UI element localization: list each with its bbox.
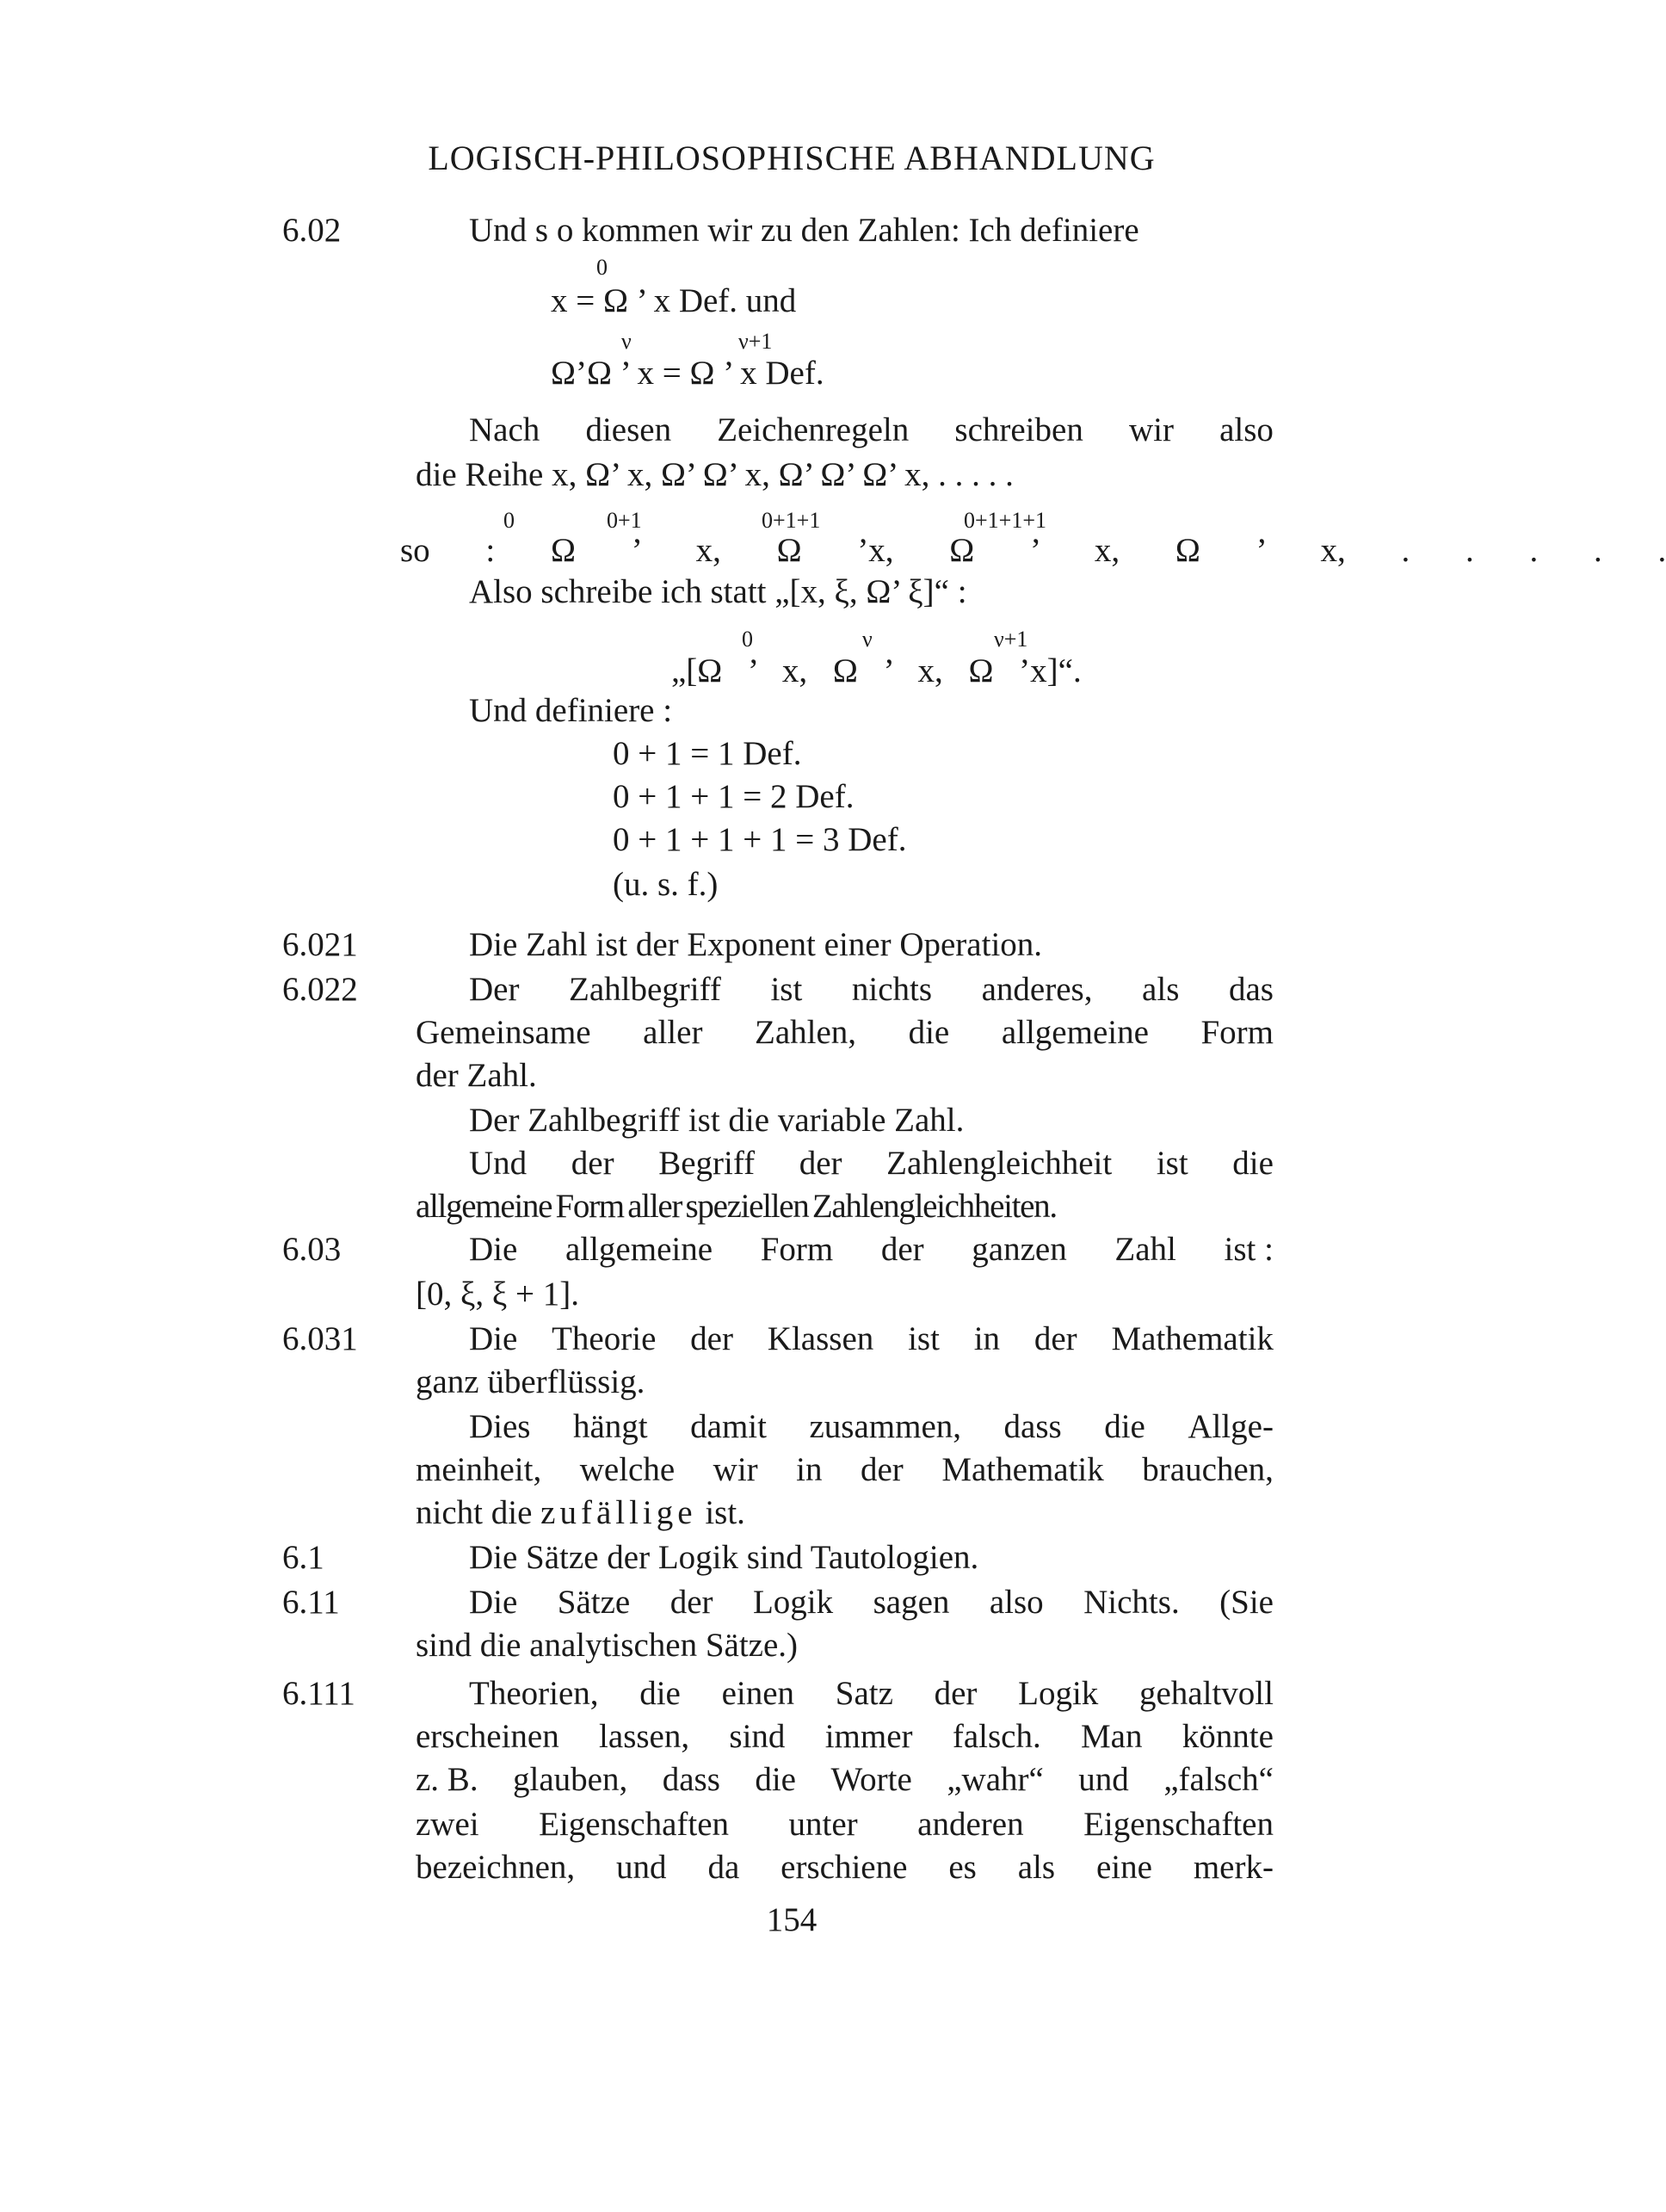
word: meinheit, [416, 1451, 542, 1488]
definition-line: 0 + 1 + 1 = 2 Def. [613, 778, 855, 815]
word: Sätze [557, 1584, 631, 1621]
word: Die [469, 1320, 518, 1357]
word: dass [1003, 1408, 1062, 1445]
word: „falsch“ [1163, 1761, 1274, 1798]
word: als [1017, 1849, 1056, 1886]
def1-superscript: 0 [596, 255, 608, 280]
word: in [973, 1320, 1001, 1357]
paragraph-line [416, 1763, 1274, 1796]
also-line: Also schreibe ich statt „[x, ξ, Ω’ ξ]“ : [469, 573, 967, 610]
word: die [755, 1761, 796, 1798]
word: Zahlen, [755, 1014, 857, 1051]
paragraph-line [469, 413, 1274, 447]
word: Form [1200, 1014, 1274, 1051]
so-series-line: so : Ω ’ x, Ω ’x, Ω ’ x, Ω ’ x, . . . . . [400, 532, 1666, 569]
word: die [1232, 1145, 1274, 1182]
word: zwei [416, 1806, 479, 1843]
word: schreiben [954, 411, 1083, 448]
word: Man [1081, 1718, 1143, 1755]
proposition-6-02-intro: Und s o kommen wir zu den Zahlen: Ich definiere [469, 212, 1139, 249]
word: Der [469, 971, 520, 1008]
text-segment: nicht die [416, 1494, 541, 1531]
word: anderes, [981, 971, 1093, 1008]
word: falsch. [952, 1718, 1041, 1755]
word: Und [469, 1145, 528, 1182]
word: Logik [1018, 1675, 1099, 1712]
word: Zahl [1114, 1231, 1176, 1268]
word: „wahr“ [947, 1761, 1044, 1798]
word: Die [469, 1584, 518, 1621]
word: erscheinen [416, 1718, 559, 1755]
paragraph-line: sind die analytischen Sätze.) [416, 1627, 799, 1664]
word: der [880, 1231, 924, 1268]
paragraph-line [469, 973, 1274, 1006]
so-superscript-0: 0 [503, 508, 515, 533]
paragraph-line [416, 1720, 1274, 1753]
word: Mathematik [941, 1451, 1104, 1488]
word: ist : [1224, 1231, 1274, 1268]
word: Die [469, 1231, 518, 1268]
proposition-number-6-022: 6.022 [282, 971, 358, 1008]
word: Worte [830, 1761, 912, 1798]
paragraph-line [469, 1322, 1274, 1356]
paragraph-line [416, 1453, 1274, 1486]
paragraph-line: allgemeine Form aller speziellen Zahlengleichheiten. [416, 1188, 1057, 1225]
word: Eigenschaften [539, 1806, 730, 1843]
und-definiere: Und definiere : [469, 692, 673, 729]
series-line: die Reihe x, Ω’ x, Ω’ Ω’ x, Ω’ Ω’ Ω’ x, . . . . . [416, 456, 1014, 493]
word: Klassen [767, 1320, 874, 1357]
word: erschiene [781, 1849, 908, 1886]
word: wir [713, 1451, 758, 1488]
word: lassen, [599, 1718, 690, 1755]
word: ganzen [972, 1231, 1067, 1268]
bracket-formula: „[Ω ’ x, Ω ’ x, Ω ’x]“. [671, 652, 1082, 689]
paragraph-line: Der Zahlbegriff ist die variable Zahl. [469, 1102, 965, 1139]
word: anderen [917, 1806, 1024, 1843]
word: könnte [1182, 1718, 1274, 1755]
word: Nichts. [1083, 1584, 1180, 1621]
word: z. B. [416, 1761, 478, 1798]
word: Form [760, 1231, 834, 1268]
word: als [1142, 971, 1180, 1008]
word: Logik [752, 1584, 834, 1621]
proposition-number-6-1: 6.1 [282, 1539, 324, 1576]
word: der [861, 1451, 904, 1488]
page-number: 154 [766, 1901, 818, 1938]
word: der [934, 1675, 978, 1712]
word: diesen [585, 411, 672, 448]
def2-formula: Ω’Ω ’ x = Ω ’ x Def. [551, 355, 824, 392]
word: sagen [873, 1584, 950, 1621]
general-form-formula: [0, ξ, ξ + 1]. [416, 1276, 579, 1313]
running-header: LOGISCH-PHILOSOPHISCHE ABHANDLUNG [428, 139, 1156, 177]
word: Satz [835, 1675, 893, 1712]
text-segment: ist. [696, 1494, 745, 1531]
word: eine [1095, 1849, 1152, 1886]
proposition-number-6-111: 6.111 [282, 1675, 355, 1712]
word: die [639, 1675, 681, 1712]
paragraph-line [416, 1016, 1274, 1049]
word: die [1104, 1408, 1145, 1445]
word: Allge- [1188, 1408, 1274, 1445]
word: der [669, 1584, 713, 1621]
word: hängt [573, 1408, 648, 1445]
word: Theorien, [469, 1675, 599, 1712]
word: bezeichnen, [416, 1849, 576, 1886]
word: Zahlbegriff [569, 971, 721, 1008]
word: der [1034, 1320, 1077, 1357]
word: Begriff [658, 1145, 756, 1182]
word: dass [662, 1761, 720, 1798]
paragraph-line [469, 1677, 1274, 1710]
word: Nach [469, 411, 540, 448]
word: nichts [851, 971, 933, 1008]
word: (Sie [1219, 1584, 1274, 1621]
word: immer [824, 1718, 913, 1755]
paragraph-line [469, 1585, 1274, 1619]
emphasized-word: zufällige [540, 1494, 697, 1531]
paragraph-line: der Zahl. [416, 1057, 537, 1094]
word: also [1219, 411, 1274, 448]
word: ist [770, 971, 803, 1008]
definition-line: (u. s. f.) [613, 866, 719, 903]
word: Zeichenregeln [717, 411, 910, 448]
word: Mathematik [1111, 1320, 1274, 1357]
word: Dies [469, 1408, 531, 1445]
so-superscript-2: 0+1+1 [762, 508, 821, 533]
word: ist [1156, 1145, 1188, 1182]
proposition-6-021-text: Die Zahl ist der Exponent einer Operation. [469, 926, 1043, 963]
word: einen [721, 1675, 795, 1712]
word: da [707, 1849, 740, 1886]
word: glauben, [513, 1761, 628, 1798]
word: der [690, 1320, 733, 1357]
bracket-superscript-nu-plus-one: ν+1 [994, 627, 1028, 652]
paragraph-line [469, 1410, 1274, 1443]
paragraph-line [469, 1233, 1274, 1266]
word: das [1228, 971, 1274, 1008]
word: Theorie [552, 1320, 657, 1357]
word: und [616, 1849, 667, 1886]
so-superscript-1: 0+1 [607, 508, 642, 533]
def2-superscript-nu: ν [621, 329, 632, 354]
word: damit [690, 1408, 767, 1445]
paragraph-line [416, 1496, 745, 1529]
definition-line: 0 + 1 = 1 Def. [613, 735, 802, 772]
paragraph-line [416, 1807, 1274, 1841]
word: brauchen, [1142, 1451, 1274, 1488]
proposition-number-6-021: 6.021 [282, 926, 358, 963]
proposition-number-6-11: 6.11 [282, 1584, 340, 1621]
so-superscript-3: 0+1+1+1 [964, 508, 1046, 533]
word: merk- [1193, 1849, 1274, 1886]
word: Zahlengleichheit [886, 1145, 1113, 1182]
proposition-number-6-03: 6.03 [282, 1231, 342, 1268]
definition-line: 0 + 1 + 1 + 1 = 3 Def. [613, 821, 907, 858]
word: der [799, 1145, 842, 1182]
word: die [908, 1014, 950, 1051]
word: sind [729, 1718, 786, 1755]
word: in [796, 1451, 823, 1488]
def2-superscript-nu-plus-one: ν+1 [738, 329, 773, 354]
bracket-superscript-0: 0 [742, 627, 753, 652]
word: unter [788, 1806, 858, 1843]
def1-formula: x = Ω ’ x Def. und [551, 282, 797, 319]
word: ist [908, 1320, 940, 1357]
word: der [571, 1145, 614, 1182]
proposition-6-1-text: Die Sätze der Logik sind Tautologien. [469, 1539, 979, 1576]
proposition-number-6-02: 6.02 [282, 212, 342, 249]
paragraph-line [469, 1146, 1274, 1180]
word: allgemeine [1001, 1014, 1149, 1051]
bracket-superscript-nu: ν [862, 627, 873, 652]
word: aller [643, 1014, 703, 1051]
word: welche [579, 1451, 676, 1488]
word: und [1078, 1761, 1129, 1798]
word: Eigenschaften [1083, 1806, 1274, 1843]
word: also [989, 1584, 1044, 1621]
word: Gemeinsame [416, 1014, 591, 1051]
word: wir [1128, 411, 1174, 448]
word: gehaltvoll [1139, 1675, 1274, 1712]
paragraph-line [416, 1851, 1274, 1884]
word: zusammen, [809, 1408, 962, 1445]
word: allgemeine [565, 1231, 713, 1268]
paragraph-line: ganz überflüssig. [416, 1363, 645, 1400]
word: es [948, 1849, 977, 1886]
proposition-number-6-031: 6.031 [282, 1320, 358, 1357]
